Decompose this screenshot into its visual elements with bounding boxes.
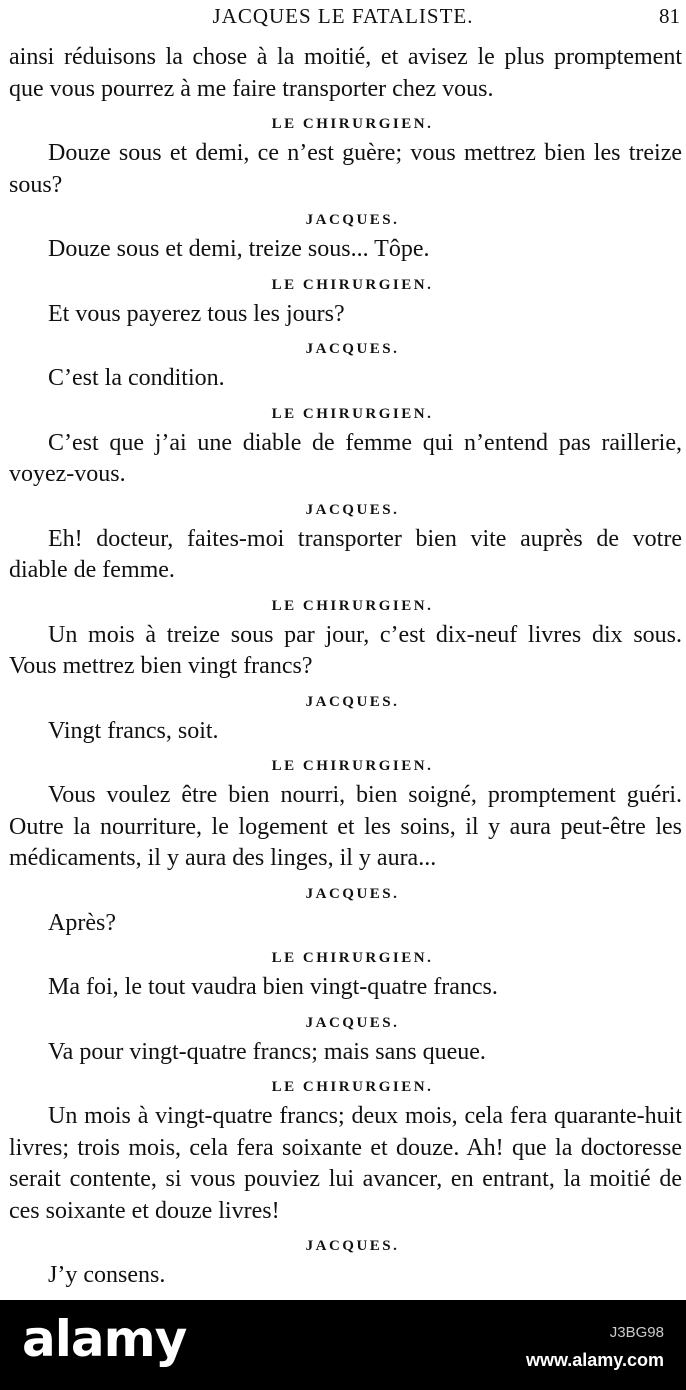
speaker-label: JACQUES. bbox=[305, 501, 400, 518]
speaker-label: JACQUES. bbox=[305, 212, 400, 228]
running-header bbox=[0, 4, 686, 30]
stock-logo: alamy bbox=[22, 1310, 187, 1368]
speaker-label: LE CHIRURGIEN. bbox=[271, 950, 434, 966]
speaker-label: JACQUES. bbox=[305, 693, 400, 710]
speaker-label: LE CHIRURGIEN. bbox=[271, 276, 434, 293]
dialogue-paragraph: Eh! docteur, faites-moi transporter bien vite auprès de votre diable de femme. bbox=[9, 525, 682, 583]
speaker-label: LE CHIRURGIEN. bbox=[271, 758, 434, 774]
dialogue-paragraph: Un mois à vingt-quatre francs; deux mois, cela fera quarante-huit livres; trois mois, cela fera soixante et douze. Ah! que la doctoresse serait contente, si vous pouviez lui avancer, en entrant, la moitié de ces soixante et douze livres! bbox=[9, 1103, 682, 1224]
dialogue-paragraph: C’est la condition. bbox=[48, 365, 225, 391]
speaker-label: JACQUES. bbox=[305, 1238, 400, 1254]
running-title: JACQUES LE FATALISTE. bbox=[212, 4, 474, 28]
speaker-label: LE CHIRURGIEN. bbox=[271, 405, 434, 422]
dialogue-paragraph: Douze sous et demi, ce n’est guère; vous mettrez bien les treize sous? bbox=[9, 140, 682, 198]
dialogue-paragraph: C’est que j’ai une diable de femme qui n’entend pas raillerie, voyez-vous. bbox=[9, 429, 682, 487]
stock-url: www.alamy.com bbox=[525, 1350, 664, 1370]
speaker-label: JACQUES. bbox=[305, 885, 400, 902]
dialogue-paragraph: Ma foi, le tout vaudra bien vingt-quatre francs. bbox=[48, 974, 498, 1000]
dialogue-paragraph: Et vous payerez tous les jours? bbox=[48, 300, 345, 327]
speaker-label: JACQUES. bbox=[305, 1014, 400, 1031]
speaker-label: LE CHIRURGIEN. bbox=[271, 597, 434, 614]
dialogue-paragraph: Vingt francs, soit. bbox=[48, 717, 219, 744]
speaker-label: LE CHIRURGIEN. bbox=[271, 116, 434, 132]
dialogue-paragraph: Après? bbox=[48, 909, 116, 936]
dialogue-paragraph: Va pour vingt-quatre francs; mais sans queue. bbox=[48, 1038, 486, 1065]
stock-watermark-bar bbox=[0, 1300, 686, 1390]
dialogue-paragraph: Vous voulez être bien nourri, bien soigné, promptement guéri. Outre la nourriture, le logement et les soins, il y aura peut-être les médicaments, il y aura des linges, il y aura... bbox=[9, 782, 682, 871]
dialogue-paragraph: J’y consens. bbox=[48, 1262, 166, 1288]
page-number: 81 bbox=[659, 4, 680, 28]
dialogue-paragraph: ainsi réduisons la chose à la moitié, et avisez le plus promptement que vous pourrez à me faire transporter chez vous. bbox=[9, 44, 682, 102]
dialogue-body bbox=[9, 42, 682, 1292]
dialogue-paragraph: Un mois à treize sous par jour, c’est dix-neuf livres dix sous. Vous mettrez bien vingt francs? bbox=[9, 621, 682, 679]
image-id: J3BG98 bbox=[609, 1324, 664, 1341]
speaker-label: LE CHIRURGIEN. bbox=[271, 1079, 434, 1095]
dialogue-paragraph: Douze sous et demi, treize sous... Tôpe. bbox=[48, 236, 430, 262]
speaker-label: JACQUES. bbox=[305, 341, 400, 357]
